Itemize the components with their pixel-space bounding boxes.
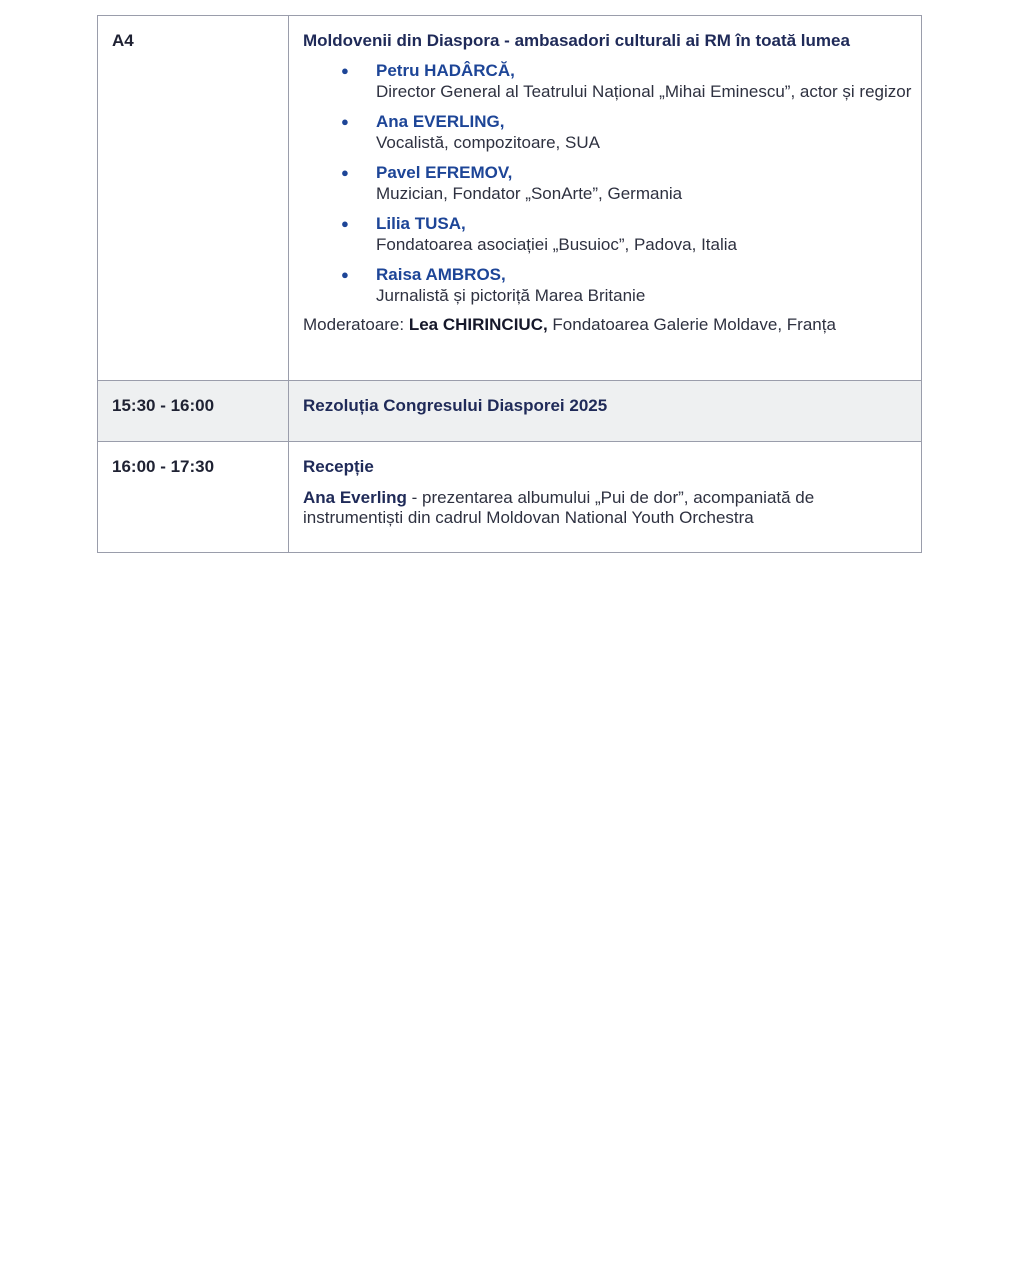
resolution-title: Rezoluția Congresului Diasporei 2025 bbox=[303, 396, 608, 415]
reception-content bbox=[289, 442, 922, 553]
program-table bbox=[97, 15, 922, 553]
speaker-role: Vocalistă, compozitoare, SUA bbox=[376, 133, 600, 152]
speaker-item bbox=[341, 163, 921, 204]
speaker-role: Jurnalistă și pictoriță Marea Britanie bbox=[376, 286, 646, 305]
speaker-role: Director General al Teatrului Național „Mihai Eminescu”, actor și regizor bbox=[376, 82, 912, 101]
speaker-item bbox=[341, 61, 921, 102]
speaker-item bbox=[341, 265, 921, 306]
moderator-role: Fondatoarea Galerie Moldave, Franța bbox=[547, 315, 836, 334]
reception-performer: Ana Everling bbox=[303, 488, 407, 507]
speaker-name: Petru HADÂRCĂ, bbox=[376, 61, 515, 80]
speaker-item bbox=[341, 112, 921, 153]
speaker-list bbox=[303, 61, 921, 306]
speaker-role: Fondatoarea asociației „Busuioc”, Padova, Italia bbox=[376, 235, 737, 254]
session-a4-row bbox=[98, 16, 922, 381]
session-a4-content bbox=[289, 16, 922, 381]
resolution-content bbox=[289, 381, 922, 442]
speaker-role: Muzician, Fondator „SonArte”, Germania bbox=[376, 184, 683, 203]
reception-description-text: - prezentarea albumului „Pui de dor”, acompaniată de instrumentiști din cadrul Moldovan National Youth Orchestra bbox=[303, 488, 815, 527]
bullet-icon: ● bbox=[341, 267, 349, 282]
bullet-icon: ● bbox=[341, 63, 349, 78]
bullet-icon: ● bbox=[341, 165, 349, 180]
session-title: Moldovenii din Diaspora - ambasadori culturali ai RM în toată lumea bbox=[303, 31, 850, 50]
moderator-label: Moderatoare: bbox=[303, 315, 409, 334]
resolution-row bbox=[98, 381, 922, 442]
speaker-name: Lilia TUSA, bbox=[376, 214, 466, 233]
bullet-icon: ● bbox=[341, 216, 349, 231]
reception-row bbox=[98, 442, 922, 553]
resolution-time: 15:30 - 16:00 bbox=[98, 381, 289, 442]
reception-title: Recepție bbox=[303, 457, 374, 476]
bullet-icon: ● bbox=[341, 114, 349, 129]
speaker-name: Ana EVERLING, bbox=[376, 112, 505, 131]
moderator-line bbox=[303, 315, 921, 335]
moderator-name: Lea CHIRINCIUC, bbox=[408, 315, 548, 334]
reception-time: 16:00 - 17:30 bbox=[98, 442, 289, 553]
speaker-item bbox=[341, 214, 921, 255]
speaker-name: Raisa AMBROS, bbox=[376, 265, 506, 284]
session-code: A4 bbox=[98, 16, 289, 381]
speaker-name: Pavel EFREMOV, bbox=[376, 163, 513, 182]
reception-description bbox=[303, 488, 921, 528]
